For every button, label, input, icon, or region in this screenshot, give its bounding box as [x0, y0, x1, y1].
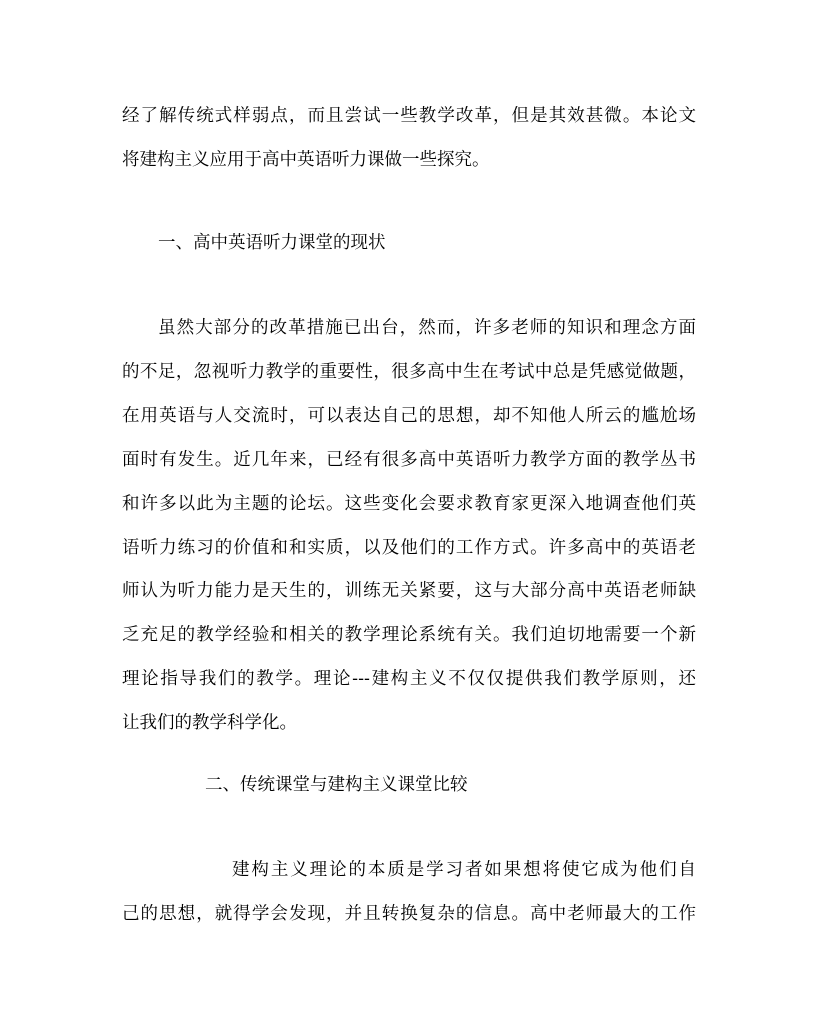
text-line: 的不足，忽视听力教学的重要性，很多高中生在考试中总是凭感觉做题， — [122, 362, 696, 382]
text-line: 虽然大部分的改革措施已出台，然而，许多老师的知识和理念方面 — [158, 318, 696, 338]
section-heading-2: 二、传统课堂与建构主义课堂比较 — [205, 775, 468, 795]
text-line: 理论指导我们的教学。理论---建构主义不仅仅提供我们教学原则，还 — [122, 669, 696, 689]
text-line: 将建构主义应用于高中英语听力课做一些探究。 — [122, 150, 490, 170]
text-line: 在用英语与人交流时，可以表达自己的思想，却不知他人所云的尴尬场 — [122, 406, 696, 426]
text-line: 面时有发生。近几年来，已经有很多高中英语听力教学方面的教学丛书 — [122, 450, 696, 470]
text-line: 师认为听力能力是天生的，训练无关紧要，这与大部分高中英语老师缺 — [122, 581, 696, 601]
text-line: 语听力练习的价值和和实质，以及他们的工作方式。许多高中的英语老 — [122, 538, 696, 558]
text-line: 建构主义理论的本质是学习者如果想将使它成为他们自 — [232, 860, 696, 880]
text-line: 和许多以此为主题的论坛。这些变化会要求教育家更深入地调查他们英 — [122, 494, 696, 514]
section-heading-1: 一、高中英语听力课堂的现状 — [158, 233, 386, 253]
text-line: 经了解传统式样弱点，而且尝试一些教学改革，但是其效甚微。本论文 — [122, 106, 696, 126]
text-line: 让我们的教学科学化。 — [122, 713, 297, 733]
text-line: 己的思想，就得学会发现，并且转换复杂的信息。高中老师最大的工作 — [122, 904, 696, 924]
text-line: 乏充足的教学经验和相关的教学理论系统有关。我们迫切地需要一个新 — [122, 625, 696, 645]
